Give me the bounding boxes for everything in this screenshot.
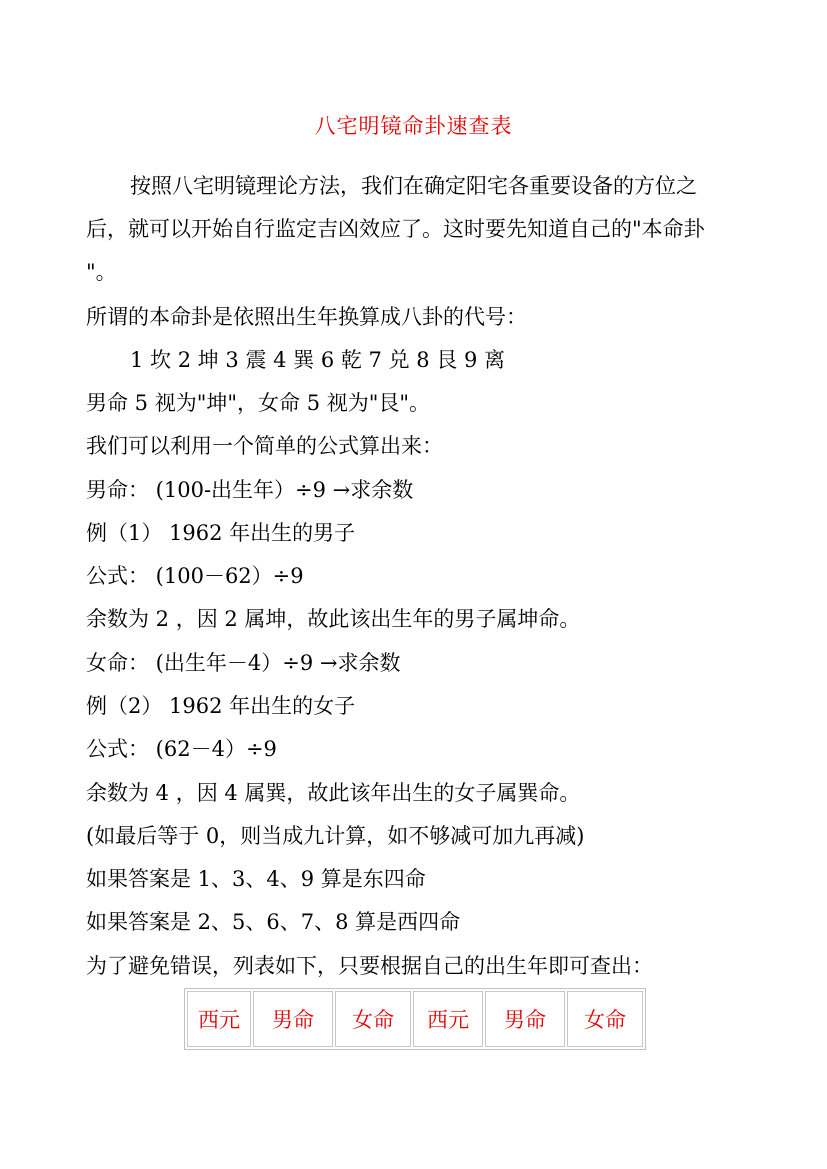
formula-line: 女命： (出生年－4）÷9 →求余数 — [86, 651, 401, 675]
paragraph-line: 如果答案是 2、5、6、7、8 算是西四命 — [86, 910, 461, 934]
lookup-table — [184, 988, 646, 1050]
paragraph-line: 余数为 4 ，因 4 属巽，故此该年出生的女子属巽命。 — [86, 781, 581, 805]
paragraph-line: 余数为 2 ，因 2 属坤，故此该出生年的男子属坤命。 — [86, 607, 581, 631]
paragraph-line: 后，就可以开始自行监定吉凶效应了。这时要先知道自己的"本命卦 — [86, 217, 705, 241]
table-header-cell: 西元 — [187, 991, 251, 1047]
paragraph-line: 按照八宅明镜理论方法，我们在确定阳宅各重要设备的方位之 — [130, 174, 697, 198]
page-title: 八宅明镜命卦速查表 — [314, 114, 513, 138]
note-line: (如最后等于 0，则当成九计算，如不够减可加九再减) — [86, 824, 585, 848]
paragraph-line: "。 — [86, 260, 117, 284]
paragraph-line: 如果答案是 1、3、4、9 算是东四命 — [86, 867, 426, 891]
paragraph-line: 我们可以利用一个简单的公式算出来： — [86, 434, 443, 458]
table-header-row — [187, 991, 643, 1047]
formula-line: 公式： (100－62）÷9 — [86, 564, 304, 588]
paragraph-line: 所谓的本命卦是依照出生年换算成八卦的代号： — [86, 305, 527, 329]
paragraph-line: 为了避免错误，列表如下，只要根据自己的出生年即可查出： — [86, 954, 653, 978]
trigram-code-line: 1 坎 2 坤 3 震 4 巽 6 乾 7 兑 8 艮 9 离 — [130, 348, 506, 372]
example-line: 例（1） 1962 年出生的男子 — [86, 521, 356, 545]
table-header-cell: 男命 — [485, 991, 565, 1047]
table-header-cell: 女命 — [567, 991, 643, 1047]
formula-line: 公式： (62－4）÷9 — [86, 737, 277, 761]
formula-line: 男命： (100-出生年）÷9 →求余数 — [86, 478, 414, 502]
table-header-cell: 男命 — [253, 991, 333, 1047]
example-line: 例（2） 1962 年出生的女子 — [86, 694, 356, 718]
paragraph-line: 男命 5 视为"坤"，女命 5 视为"艮"。 — [86, 391, 431, 415]
table-header-cell: 女命 — [335, 991, 411, 1047]
table-header-cell: 西元 — [413, 991, 483, 1047]
